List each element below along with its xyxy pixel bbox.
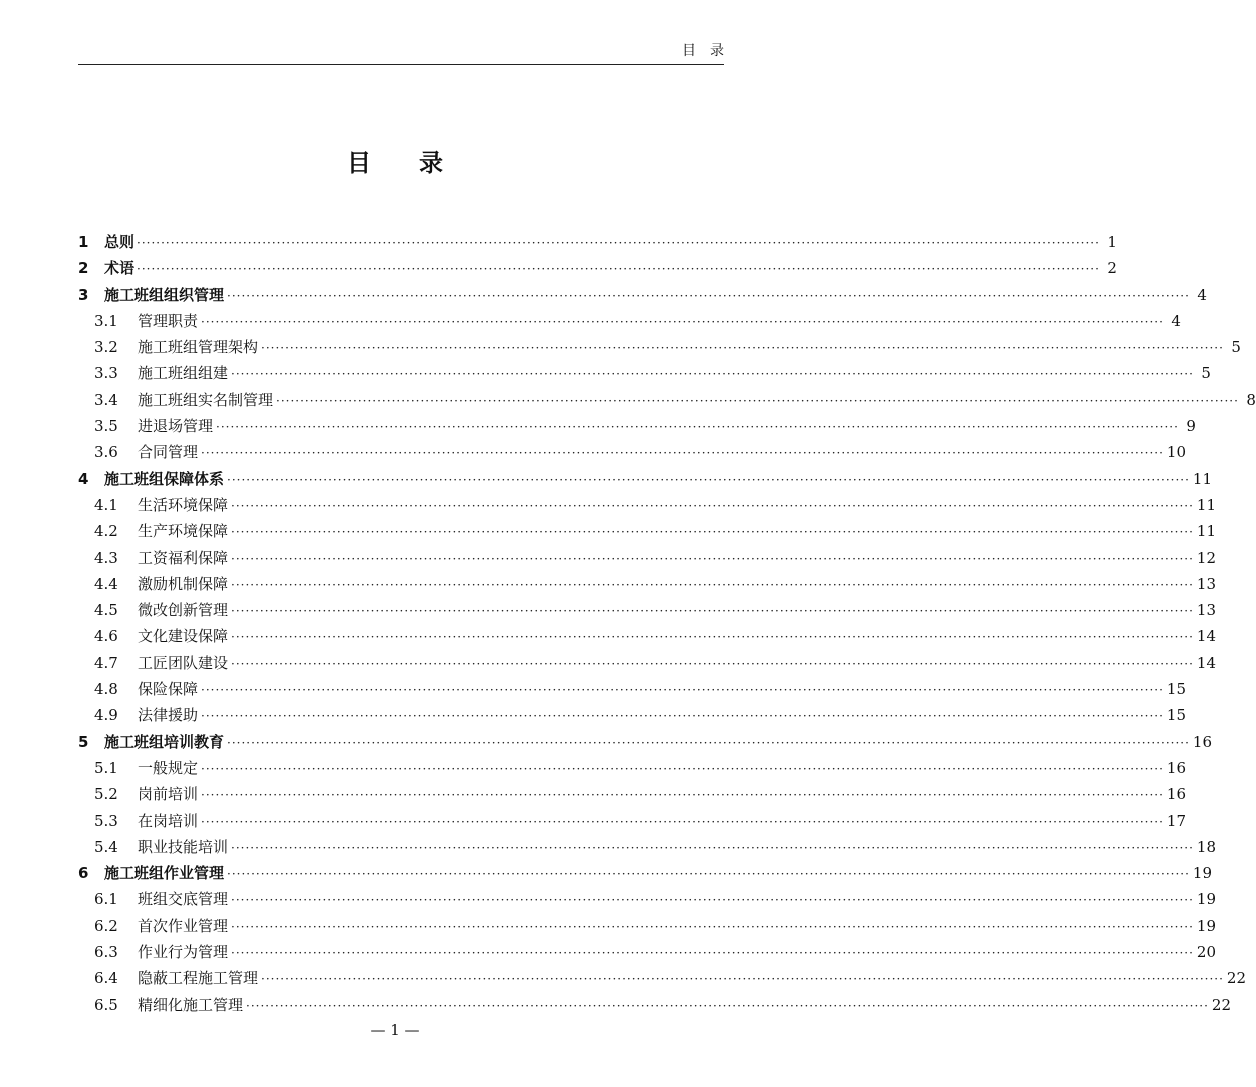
toc-entry-number: 4.1 — [94, 495, 118, 514]
toc-entry-title: 施工班组组织管理 — [104, 285, 225, 304]
toc-entry-number: 4.9 — [94, 706, 118, 725]
toc-entry-number: 6.2 — [94, 916, 118, 935]
toc-entry[interactable] — [78, 387, 1256, 413]
toc-leader-dots: ········································································································································································································ — [261, 972, 1224, 987]
toc-entry-page: 18 — [1196, 837, 1216, 856]
toc-entry-title: 工资福利保障 — [138, 548, 229, 567]
toc-entry-page: 19 — [1196, 916, 1216, 935]
toc-entry-page: 2 — [1107, 259, 1117, 278]
running-header-title: 目 录 — [682, 43, 724, 59]
toc-entry[interactable] — [78, 229, 1117, 255]
toc-entry-number: 3.6 — [94, 443, 118, 462]
toc-entry-page: 10 — [1166, 443, 1186, 462]
toc-entry-number: 4.4 — [94, 574, 118, 593]
table-of-contents — [78, 229, 1256, 1018]
toc-entry-number: 3.2 — [94, 338, 118, 357]
toc-leader-dots: ········································································································································································································ — [201, 761, 1164, 776]
toc-entry-title: 施工班组培训教育 — [104, 732, 225, 751]
toc-entry[interactable] — [78, 360, 1211, 386]
toc-entry-title: 文化建设保障 — [138, 627, 229, 646]
toc-entry[interactable] — [78, 650, 1216, 676]
toc-entry[interactable] — [78, 755, 1186, 781]
toc-entry-number: 4.6 — [94, 627, 118, 646]
page-title: 目 录 — [347, 149, 443, 177]
toc-entry-page: 15 — [1166, 706, 1186, 725]
toc-entry-title: 激励机制保障 — [138, 574, 229, 593]
toc-entry-title: 合同管理 — [138, 443, 199, 462]
toc-entry-number: 5.4 — [94, 837, 118, 856]
toc-entry-number: 4.2 — [94, 522, 118, 541]
toc-entry-number: 6.3 — [94, 943, 118, 962]
toc-entry-page: 8 — [1246, 390, 1256, 409]
toc-entry[interactable] — [78, 729, 1212, 755]
toc-leader-dots: ········································································································································································································ — [231, 893, 1194, 908]
toc-entry-title: 岗前培训 — [138, 785, 199, 804]
toc-entry[interactable] — [78, 518, 1216, 544]
toc-leader-dots: ········································································································································································································ — [137, 262, 1100, 277]
toc-entry[interactable] — [78, 965, 1246, 991]
toc-entry-number: 3.5 — [94, 417, 118, 436]
toc-entry[interactable] — [78, 886, 1216, 912]
toc-entry-page: 14 — [1196, 653, 1216, 672]
toc-entry-page: 15 — [1166, 680, 1186, 699]
toc-entry-title: 法律援助 — [138, 706, 199, 725]
toc-entry-number: 3.4 — [94, 390, 118, 409]
toc-entry[interactable] — [78, 676, 1186, 702]
toc-leader-dots: ········································································································································································································ — [227, 472, 1190, 487]
toc-entry-number: 4.7 — [94, 653, 118, 672]
toc-leader-dots: ········································································································································································································ — [231, 577, 1194, 592]
toc-leader-dots: ········································································································································································································ — [216, 420, 1179, 435]
toc-entry-page: 11 — [1196, 522, 1216, 541]
toc-entry-title: 施工班组实名制管理 — [138, 390, 274, 409]
toc-entry[interactable] — [78, 439, 1186, 465]
toc-leader-dots: ········································································································································································································ — [231, 630, 1194, 645]
toc-entry[interactable] — [78, 913, 1216, 939]
toc-entry[interactable] — [78, 860, 1212, 886]
toc-entry[interactable] — [78, 571, 1216, 597]
toc-entry-title: 施工班组保障体系 — [104, 469, 225, 488]
toc-leader-dots: ········································································································································································································ — [246, 998, 1209, 1013]
toc-entry[interactable] — [78, 334, 1241, 360]
toc-leader-dots: ········································································································································································································ — [201, 709, 1164, 724]
toc-entry-page: 16 — [1192, 732, 1212, 751]
toc-entry-number: 6 — [78, 864, 89, 883]
toc-entry-page: 9 — [1186, 417, 1196, 436]
toc-entry[interactable] — [78, 781, 1186, 807]
toc-entry-page: 19 — [1196, 890, 1216, 909]
toc-entry[interactable] — [78, 255, 1117, 281]
toc-entry[interactable] — [78, 466, 1212, 492]
toc-entry-number: 5.3 — [94, 811, 118, 830]
toc-entry-number: 3.3 — [94, 364, 118, 383]
toc-entry-title: 职业技能培训 — [138, 837, 229, 856]
toc-leader-dots: ········································································································································································································ — [231, 656, 1194, 671]
toc-entry-title: 管理职责 — [138, 311, 199, 330]
toc-entry-page: 22 — [1211, 995, 1231, 1014]
toc-entry[interactable] — [78, 992, 1231, 1018]
toc-entry-number: 3 — [78, 285, 89, 304]
toc-entry-title: 生产环境保障 — [138, 522, 229, 541]
toc-entry-page: 12 — [1196, 548, 1216, 567]
toc-entry-page: 17 — [1166, 811, 1186, 830]
toc-entry-page: 13 — [1196, 601, 1216, 620]
toc-entry-page: 4 — [1171, 311, 1181, 330]
toc-entry[interactable] — [78, 492, 1216, 518]
toc-entry-number: 5.1 — [94, 758, 118, 777]
toc-entry[interactable] — [78, 282, 1207, 308]
toc-entry-title: 在岗培训 — [138, 811, 199, 830]
toc-entry-page: 13 — [1196, 574, 1216, 593]
toc-entry-title: 施工班组组建 — [138, 364, 229, 383]
toc-entry-page: 5 — [1231, 338, 1241, 357]
toc-entry-title: 生活环境保障 — [138, 495, 229, 514]
toc-leader-dots: ········································································································································································································ — [231, 525, 1194, 540]
running-header — [78, 38, 724, 65]
toc-leader-dots: ········································································································································································································ — [276, 393, 1239, 408]
toc-entry[interactable] — [78, 413, 1196, 439]
toc-leader-dots: ········································································································································································································ — [231, 551, 1194, 566]
toc-entry[interactable] — [78, 939, 1216, 965]
toc-entry-title: 首次作业管理 — [138, 916, 229, 935]
toc-leader-dots: ········································································································································································································ — [231, 840, 1194, 855]
toc-entry-page: 4 — [1197, 285, 1207, 304]
toc-leader-dots: ········································································································································································································ — [137, 236, 1100, 250]
toc-entry-number: 6.1 — [94, 890, 118, 909]
toc-entry[interactable] — [78, 623, 1216, 649]
toc-entry-number: 4 — [78, 469, 89, 488]
toc-leader-dots: ········································································································································································································ — [227, 288, 1190, 303]
toc-entry-title: 总则 — [104, 233, 135, 251]
toc-entry-page: 16 — [1166, 758, 1186, 777]
toc-entry[interactable] — [78, 702, 1186, 728]
toc-entry-title: 隐蔽工程施工管理 — [138, 969, 259, 988]
toc-entry-title: 一般规定 — [138, 758, 199, 777]
toc-entry-title: 作业行为管理 — [138, 943, 229, 962]
toc-entry-number: 6.5 — [94, 995, 118, 1014]
toc-leader-dots: ········································································································································································································ — [201, 446, 1164, 461]
toc-entry-page: 20 — [1196, 943, 1216, 962]
toc-entry-page: 19 — [1192, 864, 1212, 883]
toc-entry-number: 5 — [78, 732, 89, 751]
toc-entry-page: 14 — [1196, 627, 1216, 646]
toc-entry-number: 4.5 — [94, 601, 118, 620]
toc-entry-number: 1 — [78, 233, 89, 251]
toc-entry-title: 精细化施工管理 — [138, 995, 244, 1014]
toc-entry-title: 进退场管理 — [138, 417, 214, 436]
toc-entry-title: 工匠团队建设 — [138, 653, 229, 672]
toc-entry-number: 4.8 — [94, 680, 118, 699]
toc-leader-dots: ········································································································································································································ — [231, 946, 1194, 961]
page-number: — 1 — — [370, 1021, 420, 1039]
toc-entry-number: 3.1 — [94, 311, 118, 330]
toc-entry-title: 保险保障 — [138, 680, 199, 699]
toc-entry-title: 术语 — [104, 259, 135, 278]
toc-entry-page: 11 — [1192, 469, 1212, 488]
toc-entry-number: 5.2 — [94, 785, 118, 804]
toc-entry-title: 施工班组管理架构 — [138, 338, 259, 357]
toc-entry-page: 16 — [1166, 785, 1186, 804]
toc-entry-page: 22 — [1226, 969, 1246, 988]
toc-entry-number: 4.3 — [94, 548, 118, 567]
toc-entry[interactable] — [78, 834, 1216, 860]
toc-entry-title: 班组交底管理 — [138, 890, 229, 909]
toc-entry-page: 5 — [1201, 364, 1211, 383]
toc-leader-dots: ········································································································································································································ — [231, 604, 1194, 619]
toc-entry-page: 1 — [1107, 233, 1117, 251]
toc-leader-dots: ········································································································································································································ — [201, 814, 1164, 829]
toc-leader-dots: ········································································································································································································ — [231, 919, 1194, 934]
toc-leader-dots: ········································································································································································································ — [231, 498, 1194, 513]
toc-entry-title: 微改创新管理 — [138, 601, 229, 620]
toc-leader-dots: ········································································································································································································ — [227, 735, 1190, 750]
toc-leader-dots: ········································································································································································································ — [201, 683, 1164, 698]
toc-entry-page: 11 — [1196, 495, 1216, 514]
toc-leader-dots: ········································································································································································································ — [227, 867, 1190, 882]
toc-entry-number: 2 — [78, 259, 89, 278]
toc-entry[interactable] — [78, 545, 1216, 571]
toc-entry[interactable] — [78, 808, 1186, 834]
toc-leader-dots: ········································································································································································································ — [261, 341, 1224, 356]
toc-leader-dots: ········································································································································································································ — [231, 367, 1194, 382]
toc-entry-title: 施工班组作业管理 — [104, 864, 225, 883]
toc-leader-dots: ········································································································································································································ — [201, 788, 1164, 803]
toc-entry[interactable] — [78, 597, 1216, 623]
toc-entry-number: 6.4 — [94, 969, 118, 988]
toc-entry[interactable] — [78, 308, 1181, 334]
toc-leader-dots: ········································································································································································································ — [201, 314, 1164, 329]
